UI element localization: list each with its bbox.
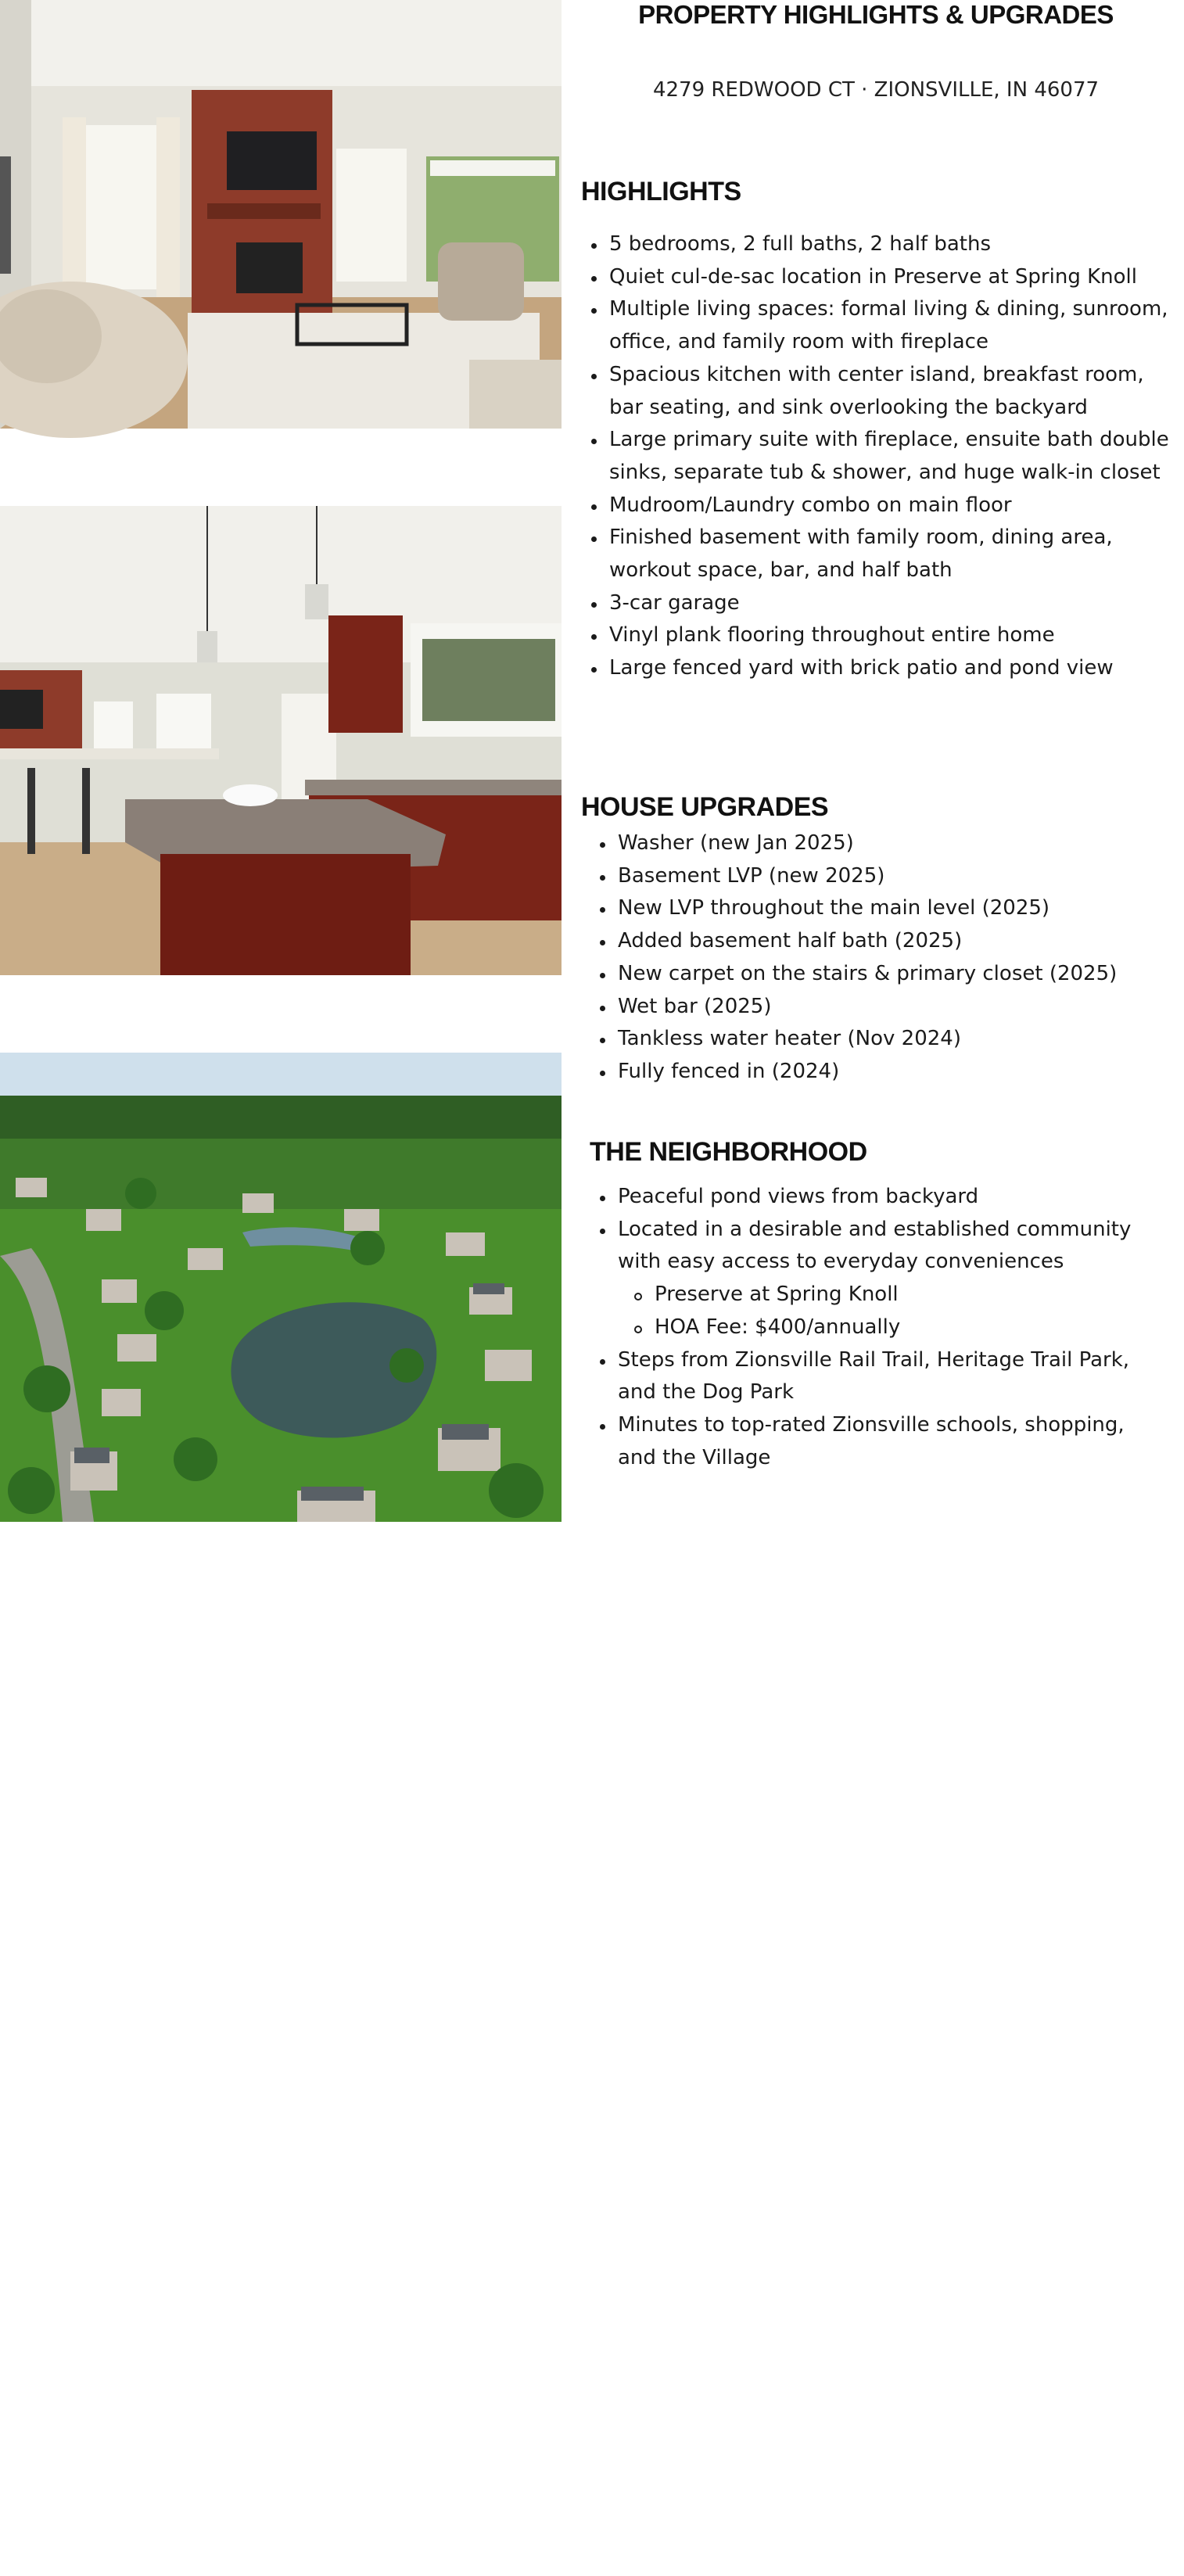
neighborhood-list bbox=[590, 1181, 1165, 1474]
sub-list-item: Preserve at Spring Knoll bbox=[655, 1279, 1165, 1311]
list-item: 5 bedrooms, 2 full baths, 2 half baths bbox=[609, 228, 1184, 261]
sub-list-item: HOA Fee: $400/annually bbox=[655, 1311, 1165, 1344]
list-item: New LVP throughout the main level (2025) bbox=[618, 892, 1181, 925]
page-title: PROPERTY HIGHLIGHTS & UPGRADES bbox=[638, 0, 1114, 29]
list-item: Quiet cul-de-sac location in Preserve at Spring Knoll bbox=[609, 261, 1184, 294]
list-item: Tankless water heater (Nov 2024) bbox=[618, 1023, 1181, 1056]
list-item: Vinyl plank flooring throughout entire home bbox=[609, 619, 1184, 652]
list-item: Peaceful pond views from backyard bbox=[618, 1181, 1165, 1214]
kitchen-photo bbox=[0, 506, 562, 975]
upgrades-heading: HOUSE UPGRADES bbox=[581, 792, 829, 822]
list-item: Steps from Zionsville Rail Trail, Heritage Trail Park, and the Dog Park bbox=[618, 1344, 1165, 1409]
list-item: Washer (new Jan 2025) bbox=[618, 827, 1181, 860]
living-room-photo bbox=[0, 0, 562, 429]
list-item: Added basement half bath (2025) bbox=[618, 925, 1181, 958]
list-item: Basement LVP (new 2025) bbox=[618, 860, 1181, 893]
neighborhood-heading: THE NEIGHBORHOOD bbox=[590, 1137, 867, 1167]
watermark-text: MIBOR BLC bbox=[31, 2558, 117, 2575]
list-item: 3-car garage bbox=[609, 587, 1184, 620]
list-item: Large fenced yard with brick patio and pond view bbox=[609, 652, 1184, 685]
highlights-list bbox=[581, 228, 1184, 685]
list-item: Mudroom/Laundry combo on main floor bbox=[609, 490, 1184, 522]
neighborhood-sublist bbox=[618, 1279, 1165, 1344]
list-item: Fully fenced in (2024) bbox=[618, 1056, 1181, 1089]
upgrades-list bbox=[590, 827, 1181, 1089]
mibor-watermark bbox=[31, 2498, 149, 2576]
infinity-logo-icon bbox=[36, 2498, 153, 2559]
list-item: Wet bar (2025) bbox=[618, 991, 1181, 1024]
list-item-text: Located in a desirable and established community with easy access to everyday conveniences bbox=[618, 1217, 1132, 1274]
list-item: Multiple living spaces: formal living & dining, sunroom, office, and family room with fireplace bbox=[609, 293, 1184, 358]
list-item bbox=[618, 1214, 1165, 1344]
list-item: Large primary suite with fireplace, ensuite bath double sinks, separate tub & shower, and huge walk-in closet bbox=[609, 424, 1184, 489]
list-item: New carpet on the stairs & primary closet (2025) bbox=[618, 958, 1181, 991]
aerial-neighborhood-photo bbox=[0, 1053, 562, 2575]
list-item: Spacious kitchen with center island, breakfast room, bar seating, and sink overlooking the backyard bbox=[609, 359, 1184, 424]
list-item: Finished basement with family room, dining area, workout space, bar, and half bath bbox=[609, 522, 1184, 587]
list-item: Minutes to top-rated Zionsville schools, shopping, and the Village bbox=[618, 1409, 1165, 1474]
property-address: 4279 REDWOOD CT · ZIONSVILLE, IN 46077 bbox=[652, 78, 1100, 102]
highlights-heading: HIGHLIGHTS bbox=[581, 177, 741, 206]
